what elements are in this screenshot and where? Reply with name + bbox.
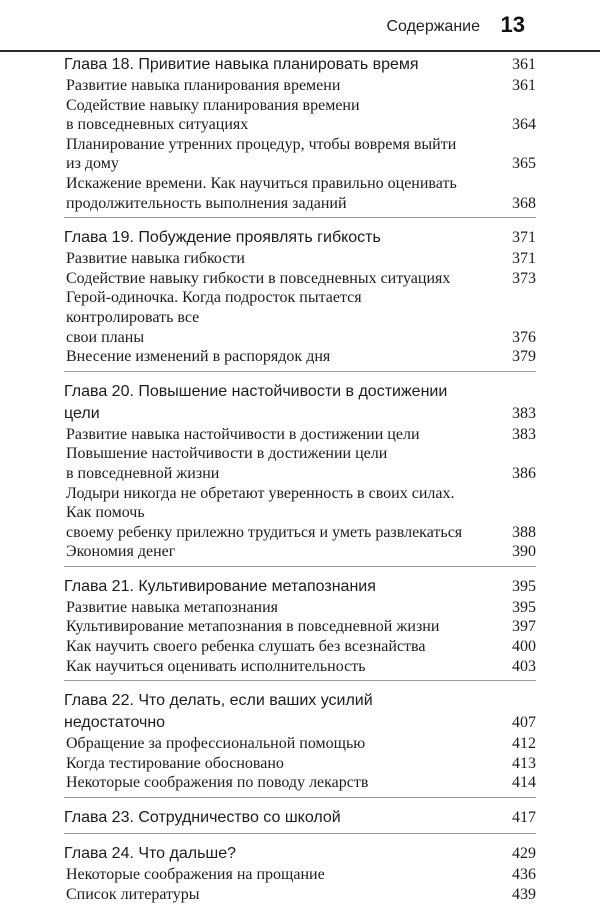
chapter-page: 361 — [512, 56, 536, 73]
section-page: 386 — [512, 464, 536, 482]
section-entry — [64, 425, 536, 445]
section-page: 400 — [512, 638, 536, 656]
chapter-heading — [64, 576, 536, 598]
chapter-block — [64, 381, 536, 567]
section-page: 436 — [512, 866, 536, 884]
section-entry — [64, 269, 536, 289]
section-title: Искажение времени. Как научиться правильно оценивать продолжительность выполнения заданий — [66, 174, 457, 212]
section-entry — [64, 865, 536, 885]
section-page: 388 — [512, 523, 536, 541]
section-entry — [64, 885, 536, 905]
section-page: 365 — [512, 155, 536, 173]
chapter-page: 407 — [512, 714, 536, 732]
section-title: Как научить своего ребенка слушать без всезнайства — [66, 638, 426, 656]
chapter-block — [64, 54, 536, 218]
section-entry — [64, 484, 536, 543]
section-entry — [64, 542, 536, 562]
section-title: Как научиться оценивать исполнительность — [66, 657, 366, 675]
section-title: Экономия денег — [66, 543, 176, 561]
section-title: Обращение за профессиональной помощью — [66, 735, 366, 753]
section-page: 390 — [512, 543, 536, 561]
chapter-page: 371 — [512, 229, 536, 247]
section-title: Повышение настойчивости в достижении цели в повседневной жизни — [66, 445, 388, 482]
section-title: Развитие навыка планирования времени — [66, 77, 341, 94]
chapter-heading — [64, 807, 536, 829]
section-page: 364 — [512, 116, 536, 134]
chapter-block — [64, 576, 536, 681]
chapter-block — [64, 843, 536, 908]
chapter-page: 395 — [512, 577, 536, 595]
section-title: Когда тестирование обосновано — [66, 754, 284, 772]
section-entry — [64, 773, 536, 793]
chapter-page: 417 — [512, 809, 536, 827]
section-page: 403 — [512, 657, 536, 675]
section-page: 371 — [512, 250, 536, 268]
section-entry — [64, 135, 536, 174]
section-entry — [64, 444, 536, 483]
section-page: 361 — [512, 77, 536, 94]
chapter-title: Глава 18. Привитие навыка планировать время — [64, 56, 419, 73]
section-title: Герой-одиночка. Когда подросток пытается контролировать все свои планы — [66, 289, 362, 346]
chapter-block — [64, 227, 536, 372]
chapter-title: Глава 21. Культивирование метапознания — [64, 577, 376, 595]
chapter-block — [64, 690, 536, 798]
chapter-heading — [64, 54, 536, 76]
chapter-title: Глава 22. Что делать, если ваших усилий недостаточно — [64, 692, 373, 732]
section-entry — [64, 754, 536, 774]
section-title: Некоторые соображения на прощание — [66, 866, 325, 884]
section-entry — [64, 598, 536, 618]
section-entry — [64, 347, 536, 367]
section-title: Развитие навыка гибкости — [66, 250, 245, 268]
section-title: Список литературы — [66, 885, 200, 903]
section-title: Планирование утренних процедур, чтобы вовремя выйти из дому — [66, 135, 457, 173]
chapter-page: 383 — [512, 404, 536, 422]
section-page: 395 — [512, 598, 536, 616]
section-page: 368 — [512, 194, 536, 212]
section-entry — [64, 96, 536, 135]
section-entry — [64, 249, 536, 269]
section-page: 413 — [512, 754, 536, 772]
chapter-title: Глава 20. Повышение настойчивости в достижении цели — [64, 382, 448, 422]
page-number: 13 — [500, 12, 525, 37]
section-page: 412 — [512, 735, 536, 753]
section-entry — [64, 76, 536, 96]
section-title: Культивирование метапознания в повседневной жизни — [66, 618, 440, 636]
section-page: 383 — [512, 425, 536, 443]
section-entry — [64, 637, 536, 657]
section-entry — [64, 617, 536, 637]
table-of-contents — [64, 54, 536, 917]
chapter-title: Глава 19. Побуждение проявлять гибкость — [64, 229, 381, 247]
section-entry — [64, 734, 536, 754]
chapter-heading — [64, 690, 536, 734]
section-page: 439 — [512, 885, 536, 903]
section-page: 414 — [512, 774, 536, 792]
section-title: Некоторые соображения по поводу лекарств — [66, 774, 369, 792]
section-page: 397 — [512, 618, 536, 636]
header-title: Содержание — [386, 18, 480, 35]
section-entry — [64, 174, 536, 213]
section-entry — [64, 288, 536, 347]
section-entry — [64, 657, 536, 677]
chapter-block — [64, 807, 536, 834]
section-page: 379 — [512, 348, 536, 366]
chapter-heading — [64, 227, 536, 249]
chapter-heading — [64, 381, 536, 425]
running-header — [0, 0, 600, 52]
section-title: Содействие навыку планирования времени в повседневных ситуациях — [66, 96, 360, 134]
chapter-title: Глава 23. Сотрудничество со школой — [64, 809, 341, 827]
section-title: Лодыри никогда не обретают уверенность в своих силах. Как помочь своему ребенку прилежно трудиться и уметь развлекаться — [66, 484, 463, 541]
section-title: Развитие навыка настойчивости в достижении цели — [66, 425, 420, 443]
section-title: Внесение изменений в распорядок дня — [66, 348, 331, 366]
section-title: Развитие навыка метапознания — [66, 598, 279, 616]
chapter-heading — [64, 843, 536, 865]
chapter-page: 429 — [512, 845, 536, 863]
section-title: Содействие навыку гибкости в повседневных ситуациях — [66, 269, 451, 287]
chapter-title: Глава 24. Что дальше? — [64, 845, 237, 863]
section-page: 373 — [512, 269, 536, 287]
section-page: 376 — [512, 328, 536, 346]
